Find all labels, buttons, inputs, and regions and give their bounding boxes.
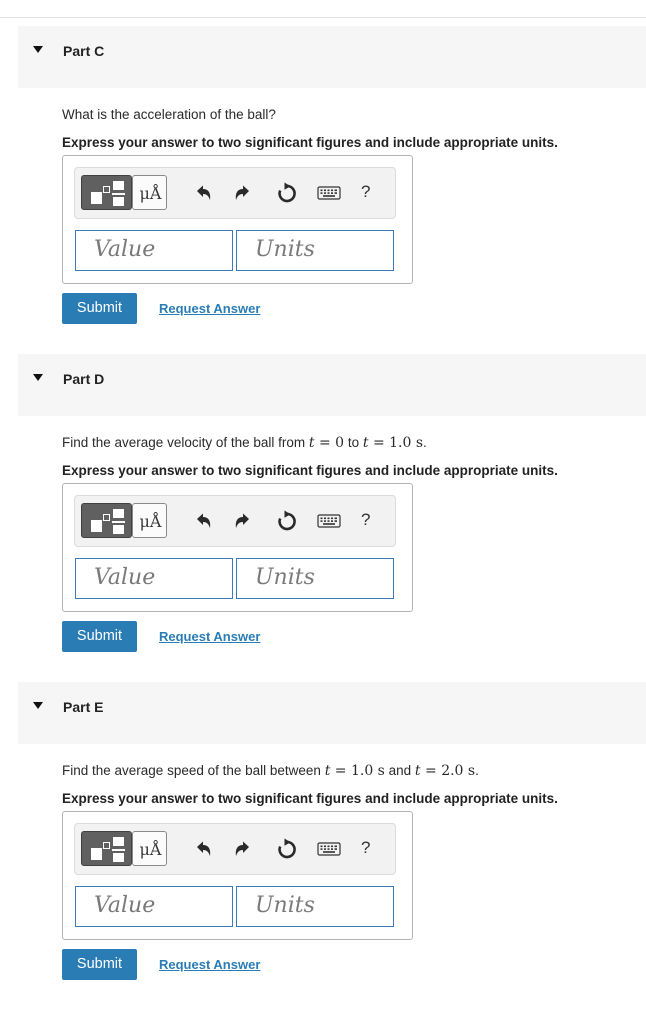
request-answer-link[interactable]: Request Answer	[159, 629, 261, 644]
submit-button[interactable]: Submit	[62, 621, 137, 652]
redo-icon[interactable]	[232, 510, 254, 532]
reset-icon[interactable]	[276, 182, 298, 204]
submit-button[interactable]: Submit	[62, 949, 137, 980]
units-button[interactable]	[132, 175, 167, 210]
help-icon[interactable]: ?	[361, 838, 371, 857]
part-title: Part C	[63, 43, 105, 59]
value-input[interactable]: Value	[75, 230, 233, 271]
caret-down-icon[interactable]	[33, 374, 43, 381]
question-text: What is the acceleration of the ball?	[62, 107, 276, 122]
request-answer-link[interactable]: Request Answer	[159, 301, 261, 316]
math-toolbar	[74, 495, 396, 547]
redo-icon[interactable]	[232, 838, 254, 860]
value-input[interactable]: Value	[75, 886, 233, 927]
undo-icon[interactable]	[192, 182, 214, 204]
part-c-header[interactable]	[18, 26, 646, 88]
answer-box	[62, 483, 413, 612]
keyboard-icon[interactable]	[317, 182, 341, 204]
top-divider	[0, 17, 646, 18]
templates-button[interactable]	[81, 503, 132, 538]
units-button[interactable]	[132, 831, 167, 866]
redo-icon[interactable]	[232, 182, 254, 204]
units-icon: μÅ	[139, 184, 162, 203]
part-title: Part E	[63, 699, 104, 715]
value-input[interactable]: Value	[75, 558, 233, 599]
question-text: Find the average velocity of the ball from t = 0 to t = 1.0 s.	[62, 435, 427, 451]
math-toolbar	[74, 823, 396, 875]
part-d-header[interactable]	[18, 354, 646, 416]
instruction-text: Express your answer to two significant figures and include appropriate units.	[62, 463, 558, 478]
units-icon: μÅ	[139, 840, 162, 859]
reset-icon[interactable]	[276, 838, 298, 860]
part-e-header[interactable]	[18, 682, 646, 744]
math-toolbar	[74, 167, 396, 219]
question-text: Find the average speed of the ball between t = 1.0 s and t = 2.0 s.	[62, 763, 479, 779]
part-title: Part D	[63, 371, 105, 387]
answer-box	[62, 811, 413, 940]
request-answer-link[interactable]: Request Answer	[159, 957, 261, 972]
instruction-text: Express your answer to two significant figures and include appropriate units.	[62, 135, 558, 150]
caret-down-icon[interactable]	[33, 702, 43, 709]
help-icon[interactable]: ?	[361, 182, 371, 201]
units-input[interactable]: Units	[236, 558, 394, 599]
submit-button[interactable]: Submit	[62, 293, 137, 324]
help-icon[interactable]: ?	[361, 510, 371, 529]
keyboard-icon[interactable]	[317, 838, 341, 860]
templates-button[interactable]	[81, 831, 132, 866]
units-input[interactable]: Units	[236, 230, 394, 271]
units-input[interactable]: Units	[236, 886, 394, 927]
units-icon: μÅ	[139, 512, 162, 531]
keyboard-icon[interactable]	[317, 510, 341, 532]
undo-icon[interactable]	[192, 838, 214, 860]
answer-box	[62, 155, 413, 284]
units-button[interactable]	[132, 503, 167, 538]
caret-down-icon[interactable]	[33, 46, 43, 53]
reset-icon[interactable]	[276, 510, 298, 532]
instruction-text: Express your answer to two significant figures and include appropriate units.	[62, 791, 558, 806]
undo-icon[interactable]	[192, 510, 214, 532]
templates-button[interactable]	[81, 175, 132, 210]
